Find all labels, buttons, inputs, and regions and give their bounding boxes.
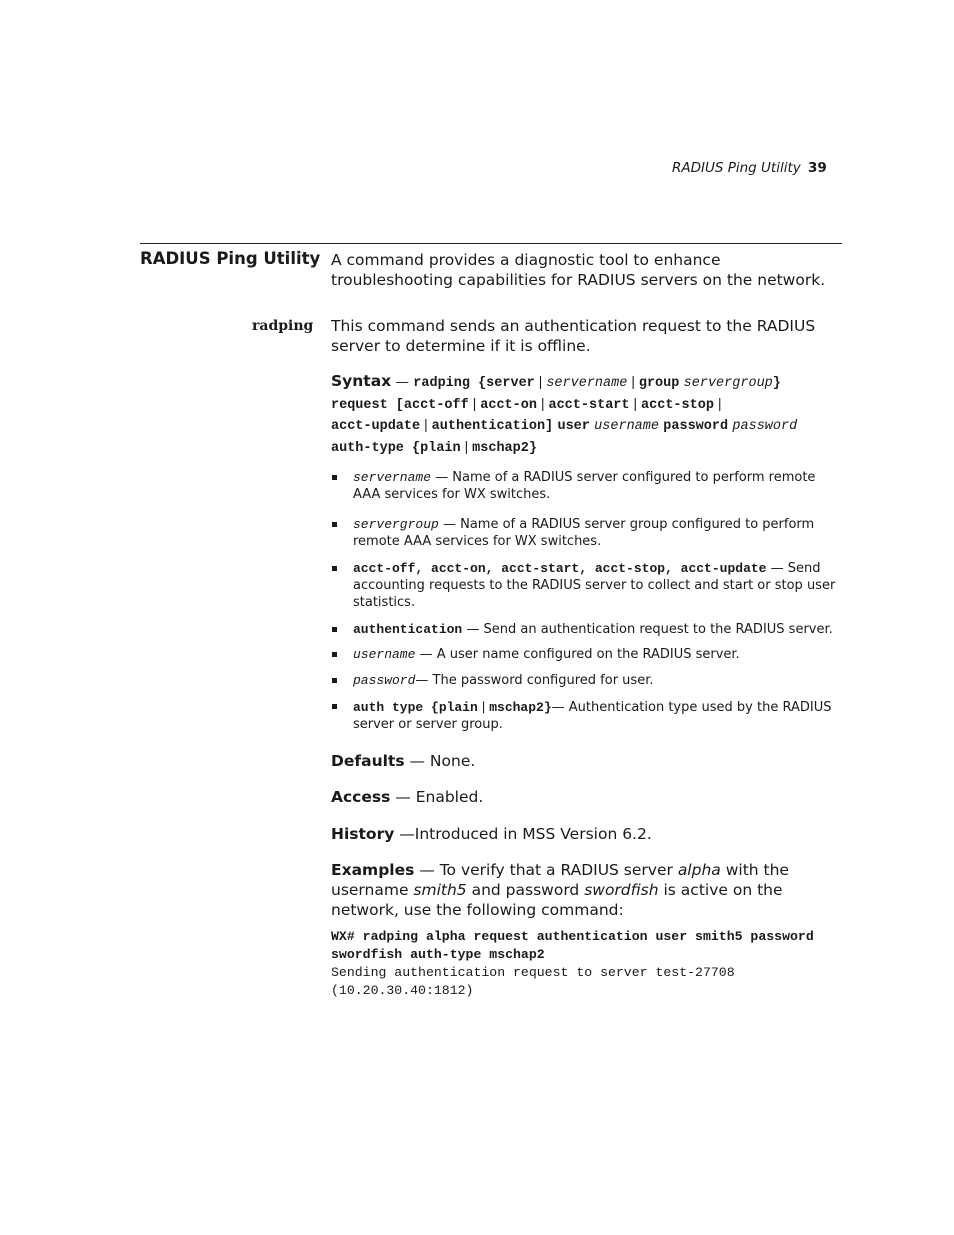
history-label: History [331, 825, 395, 843]
param-term: servergroup [353, 517, 439, 532]
param-desc: — A user name configured on the RADIUS server. [419, 647, 740, 662]
list-item [331, 672, 841, 689]
command-heading: radping [252, 318, 314, 334]
syntax-dash: — [395, 374, 409, 390]
bullet-icon [332, 627, 337, 632]
examples-emphasis: smith5 [413, 881, 467, 899]
list-item [331, 516, 841, 550]
section-intro: A command provides a diagnostic tool to enhance troubleshooting capabilities for RADIUS servers on the network. [331, 251, 826, 289]
param-desc: — Send accounting requests to the RADIUS server to collect and start or stop user statistics. [353, 561, 836, 610]
page-number: 39 [808, 160, 827, 176]
code-output-line: (10.20.30.40:1812) [331, 983, 474, 998]
syntax-part: mschap2} [472, 440, 537, 456]
param-term: auth type {plain [353, 700, 478, 715]
examples-paragraph [331, 860, 841, 920]
param-term: servername [353, 470, 432, 485]
syntax-part: authentication] [431, 419, 554, 434]
syntax-label: Syntax [331, 372, 392, 390]
syntax-separator: | [540, 395, 545, 411]
history-text: —Introduced in MSS Version 6.2. [394, 825, 652, 843]
code-example [331, 928, 851, 1000]
syntax-part: user [557, 419, 590, 434]
defaults-line [331, 751, 841, 771]
running-header [672, 160, 827, 176]
defaults-label: Defaults [331, 752, 405, 770]
syntax-part: username [594, 419, 659, 434]
param-term: mschap2} [489, 700, 552, 715]
access-label: Access [331, 788, 391, 806]
syntax-part: acct-on [480, 397, 537, 413]
syntax-part: acct-start [548, 397, 630, 413]
syntax-separator: | [424, 417, 428, 432]
history-line [331, 824, 841, 844]
syntax-block [331, 372, 846, 458]
code-output-line: Sending authentication request to server test-27708 [331, 965, 735, 980]
syntax-part: acct-update [331, 419, 421, 434]
syntax-separator: | [633, 395, 638, 411]
examples-emphasis: alpha [677, 861, 721, 879]
bullet-icon [332, 704, 337, 709]
syntax-separator: | [538, 374, 543, 389]
param-term: authentication [353, 622, 463, 637]
bullet-icon [332, 475, 337, 480]
syntax-part: radping {server [413, 376, 535, 391]
param-desc: — Name of a RADIUS server group configured to perform remote AAA services for WX switches. [353, 517, 815, 549]
syntax-part: acct-stop [641, 397, 714, 413]
examples-text: and password [466, 881, 585, 899]
syntax-part: auth-type {plain [331, 440, 461, 456]
param-desc: — Name of a RADIUS server configured to perform remote AAA services for WX switches. [353, 470, 816, 502]
section-heading: RADIUS Ping Utility [140, 249, 321, 268]
list-item [331, 698, 841, 733]
defaults-text: — None. [404, 752, 476, 770]
syntax-separator: | [472, 395, 477, 411]
syntax-part: password [663, 419, 729, 434]
syntax-separator: | [464, 438, 469, 454]
list-item [331, 560, 841, 611]
code-command-line: WX# radping alpha request authentication user smith5 password [331, 929, 814, 944]
examples-text: is active on the network, use the following command: [331, 881, 783, 919]
syntax-part: } [772, 376, 781, 391]
code-command-line: swordfish auth-type mschap2 [331, 947, 545, 962]
syntax-part: password [732, 419, 798, 434]
syntax-separator: | [717, 395, 722, 411]
param-term: acct-off, acct-on, acct-start, acct-stop, acct-update [353, 561, 767, 576]
syntax-part: group [638, 376, 680, 391]
param-term: password [353, 673, 416, 688]
bullet-icon [332, 566, 337, 571]
param-term: username [353, 647, 416, 662]
examples-label: Examples [331, 861, 415, 879]
running-header-title: RADIUS Ping Utility [672, 160, 801, 176]
list-item [331, 646, 841, 663]
param-desc: — Send an authentication request to the RADIUS server. [466, 622, 833, 637]
command-description: This command sends an authentication request to the RADIUS server to determine if it is offline. [331, 317, 816, 355]
param-desc: — The password configured for user. [415, 673, 654, 688]
list-item [331, 469, 841, 503]
param-desc: — Authentication type used by the RADIUS server or server group. [353, 700, 832, 732]
parameter-list [331, 469, 841, 733]
bullet-icon [332, 652, 337, 657]
bullet-icon [332, 678, 337, 683]
syntax-part: servername [546, 376, 628, 391]
syntax-separator: | [481, 699, 486, 714]
access-line [331, 787, 841, 807]
section-rule [140, 243, 842, 244]
examples-emphasis: swordfish [584, 881, 659, 899]
syntax-separator: | [631, 374, 635, 389]
examples-text: with the username [331, 861, 789, 899]
syntax-part: servergroup [683, 376, 773, 391]
syntax-part: request [acct-off [331, 397, 469, 413]
list-item [331, 621, 841, 638]
access-text: — Enabled. [390, 788, 484, 806]
examples-text: — To verify that a RADIUS server [414, 861, 678, 879]
bullet-icon [332, 522, 337, 527]
